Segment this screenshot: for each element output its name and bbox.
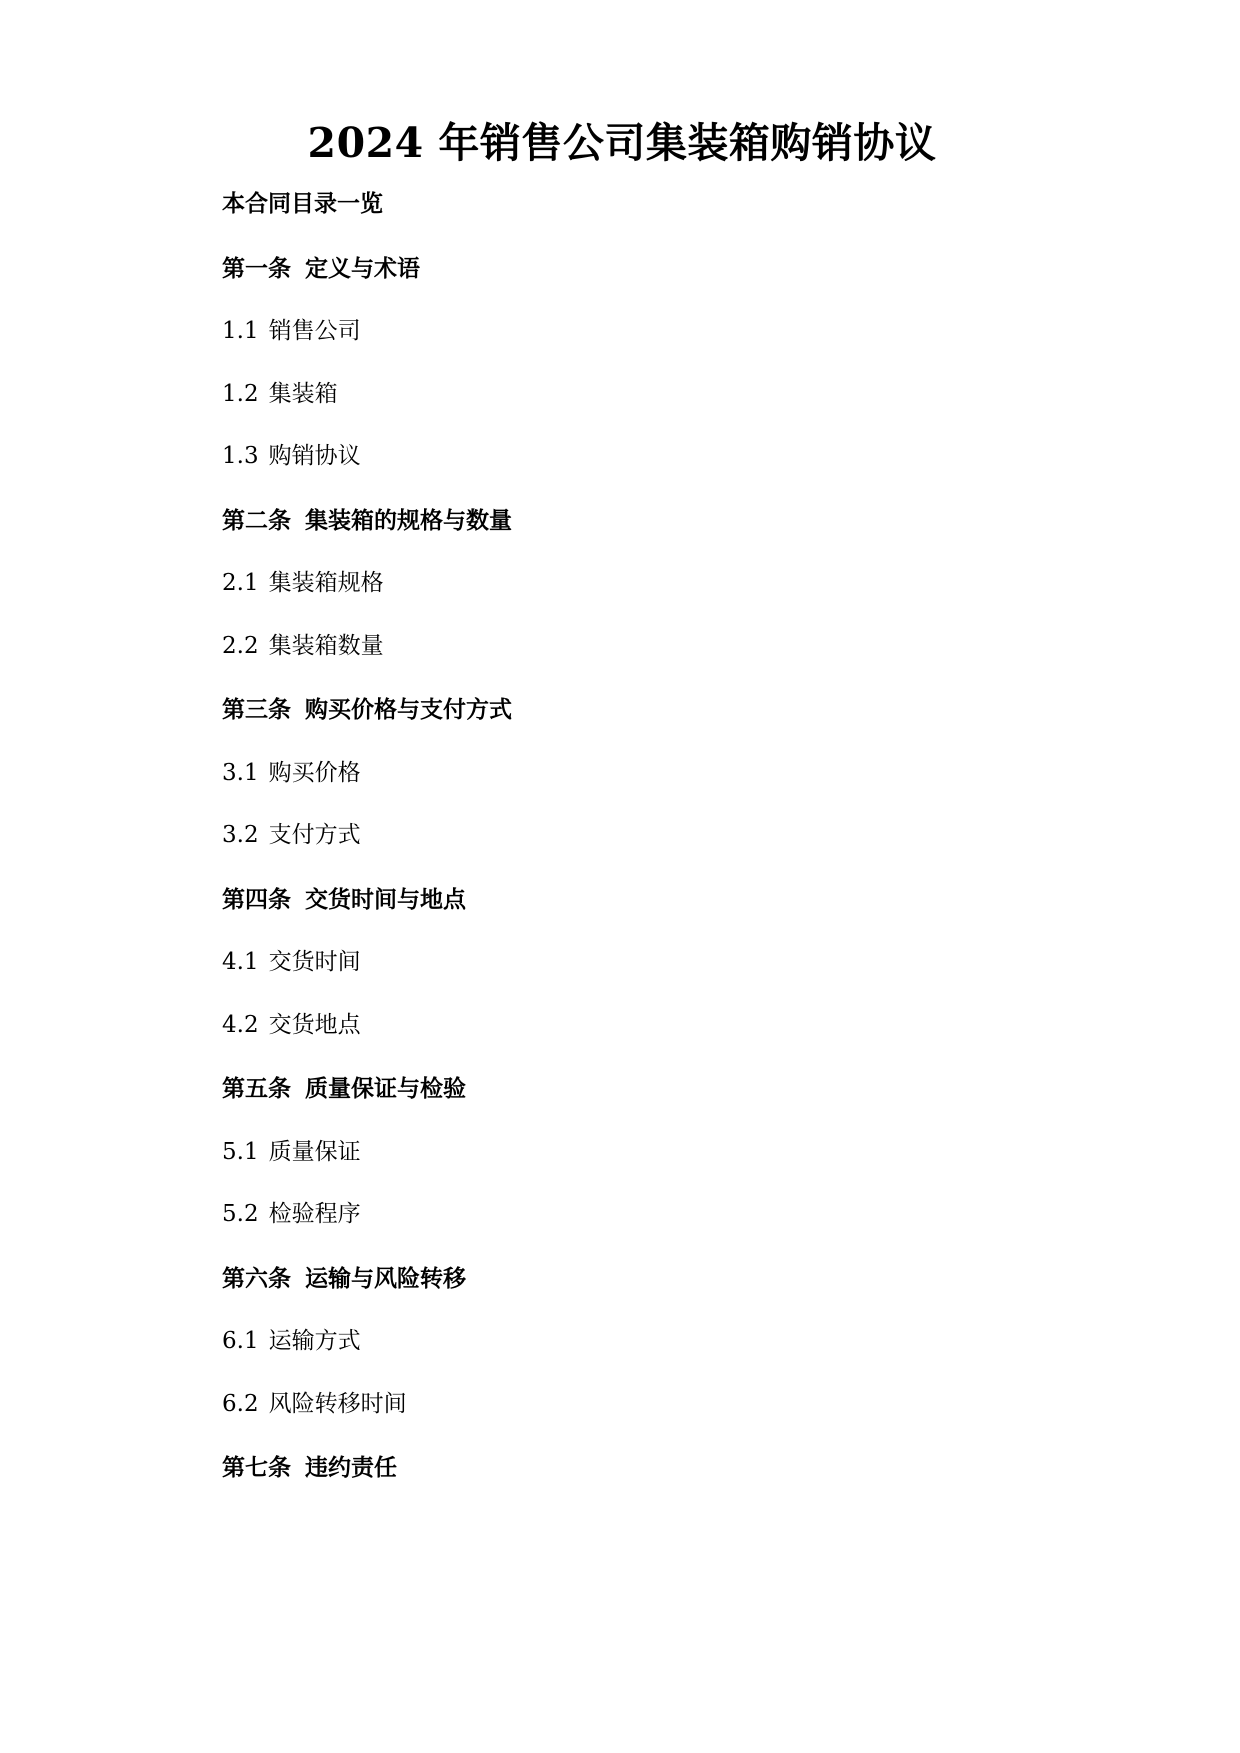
toc-entry-label: 集装箱 (268, 380, 338, 407)
toc-entry-number: 第七条 (222, 1455, 291, 1482)
toc-entry[interactable] (222, 756, 1022, 791)
toc-entry-number: 4.1 (222, 949, 259, 976)
toc-entry-label: 集装箱数量 (268, 632, 384, 659)
toc-entry-number: 第六条 (222, 1265, 291, 1292)
toc-entry[interactable] (222, 566, 1022, 601)
toc-entry[interactable] (222, 1387, 1022, 1422)
toc-entry[interactable] (222, 314, 1022, 349)
toc-entry[interactable] (222, 1262, 1022, 1297)
page-title: 2024 年销售公司集装箱购销协议 (307, 119, 937, 167)
toc-entry-number: 第一条 (222, 255, 291, 282)
toc-entry-label: 质量保证 (268, 1138, 361, 1165)
toc-entry-label: 运输与风险转移 (305, 1265, 466, 1292)
toc-entry[interactable] (222, 252, 1022, 287)
toc-entry-label: 购买价格 (268, 759, 361, 786)
toc-entry[interactable] (222, 1324, 1022, 1359)
toc-entry-number: 3.1 (222, 759, 259, 786)
toc-entry-number: 5.1 (222, 1138, 259, 1165)
toc-entry[interactable] (222, 504, 1022, 539)
toc-entry[interactable] (222, 693, 1022, 728)
table-of-contents (222, 252, 1022, 1486)
toc-entry-label: 购买价格与支付方式 (305, 697, 512, 724)
toc-entry-number: 2.1 (222, 570, 259, 597)
toc-entry-number: 1.1 (222, 318, 259, 345)
toc-entry-number: 5.2 (222, 1201, 259, 1228)
toc-entry-number: 6.2 (222, 1390, 259, 1417)
toc-entry[interactable] (222, 1008, 1022, 1043)
toc-entry-number: 3.2 (222, 822, 259, 849)
toc-entry-label: 交货时间 (268, 949, 361, 976)
toc-entry-label: 定义与术语 (305, 255, 420, 282)
toc-entry-number: 4.2 (222, 1011, 259, 1038)
toc-entry[interactable] (222, 439, 1022, 474)
toc-entry[interactable] (222, 377, 1022, 412)
toc-entry-number: 第二条 (222, 507, 291, 534)
toc-entry-number: 第五条 (222, 1076, 291, 1103)
toc-entry[interactable] (222, 1072, 1022, 1107)
toc-entry-number: 第三条 (222, 697, 291, 724)
toc-entry-number: 1.3 (222, 443, 259, 470)
toc-entry-label: 检验程序 (268, 1201, 361, 1228)
toc-entry[interactable] (222, 1197, 1022, 1232)
toc-entry-label: 集装箱的规格与数量 (305, 507, 512, 534)
toc-entry-label: 购销协议 (268, 443, 361, 470)
toc-entry[interactable] (222, 945, 1022, 980)
toc-caption: 本合同目录一览 (222, 191, 383, 218)
toc-entry-label: 违约责任 (305, 1455, 397, 1482)
toc-entry-label: 集装箱规格 (268, 570, 384, 597)
toc-entry-label: 交货地点 (268, 1011, 361, 1038)
toc-entry-label: 运输方式 (268, 1328, 361, 1355)
toc-entry-number: 6.1 (222, 1328, 259, 1355)
toc-entry-label: 质量保证与检验 (305, 1076, 466, 1103)
toc-entry[interactable] (222, 818, 1022, 853)
toc-entry-label: 销售公司 (268, 318, 361, 345)
toc-entry-label: 支付方式 (268, 822, 361, 849)
toc-entry[interactable] (222, 1451, 1022, 1486)
toc-entry[interactable] (222, 883, 1022, 918)
toc-entry[interactable] (222, 1135, 1022, 1170)
toc-entry-number: 1.2 (222, 380, 259, 407)
toc-entry-label: 风险转移时间 (268, 1390, 407, 1417)
toc-entry-number: 第四条 (222, 886, 291, 913)
toc-entry[interactable] (222, 629, 1022, 664)
document-body (222, 118, 1022, 1486)
toc-entry-label: 交货时间与地点 (305, 886, 466, 913)
toc-entry-number: 2.2 (222, 632, 259, 659)
